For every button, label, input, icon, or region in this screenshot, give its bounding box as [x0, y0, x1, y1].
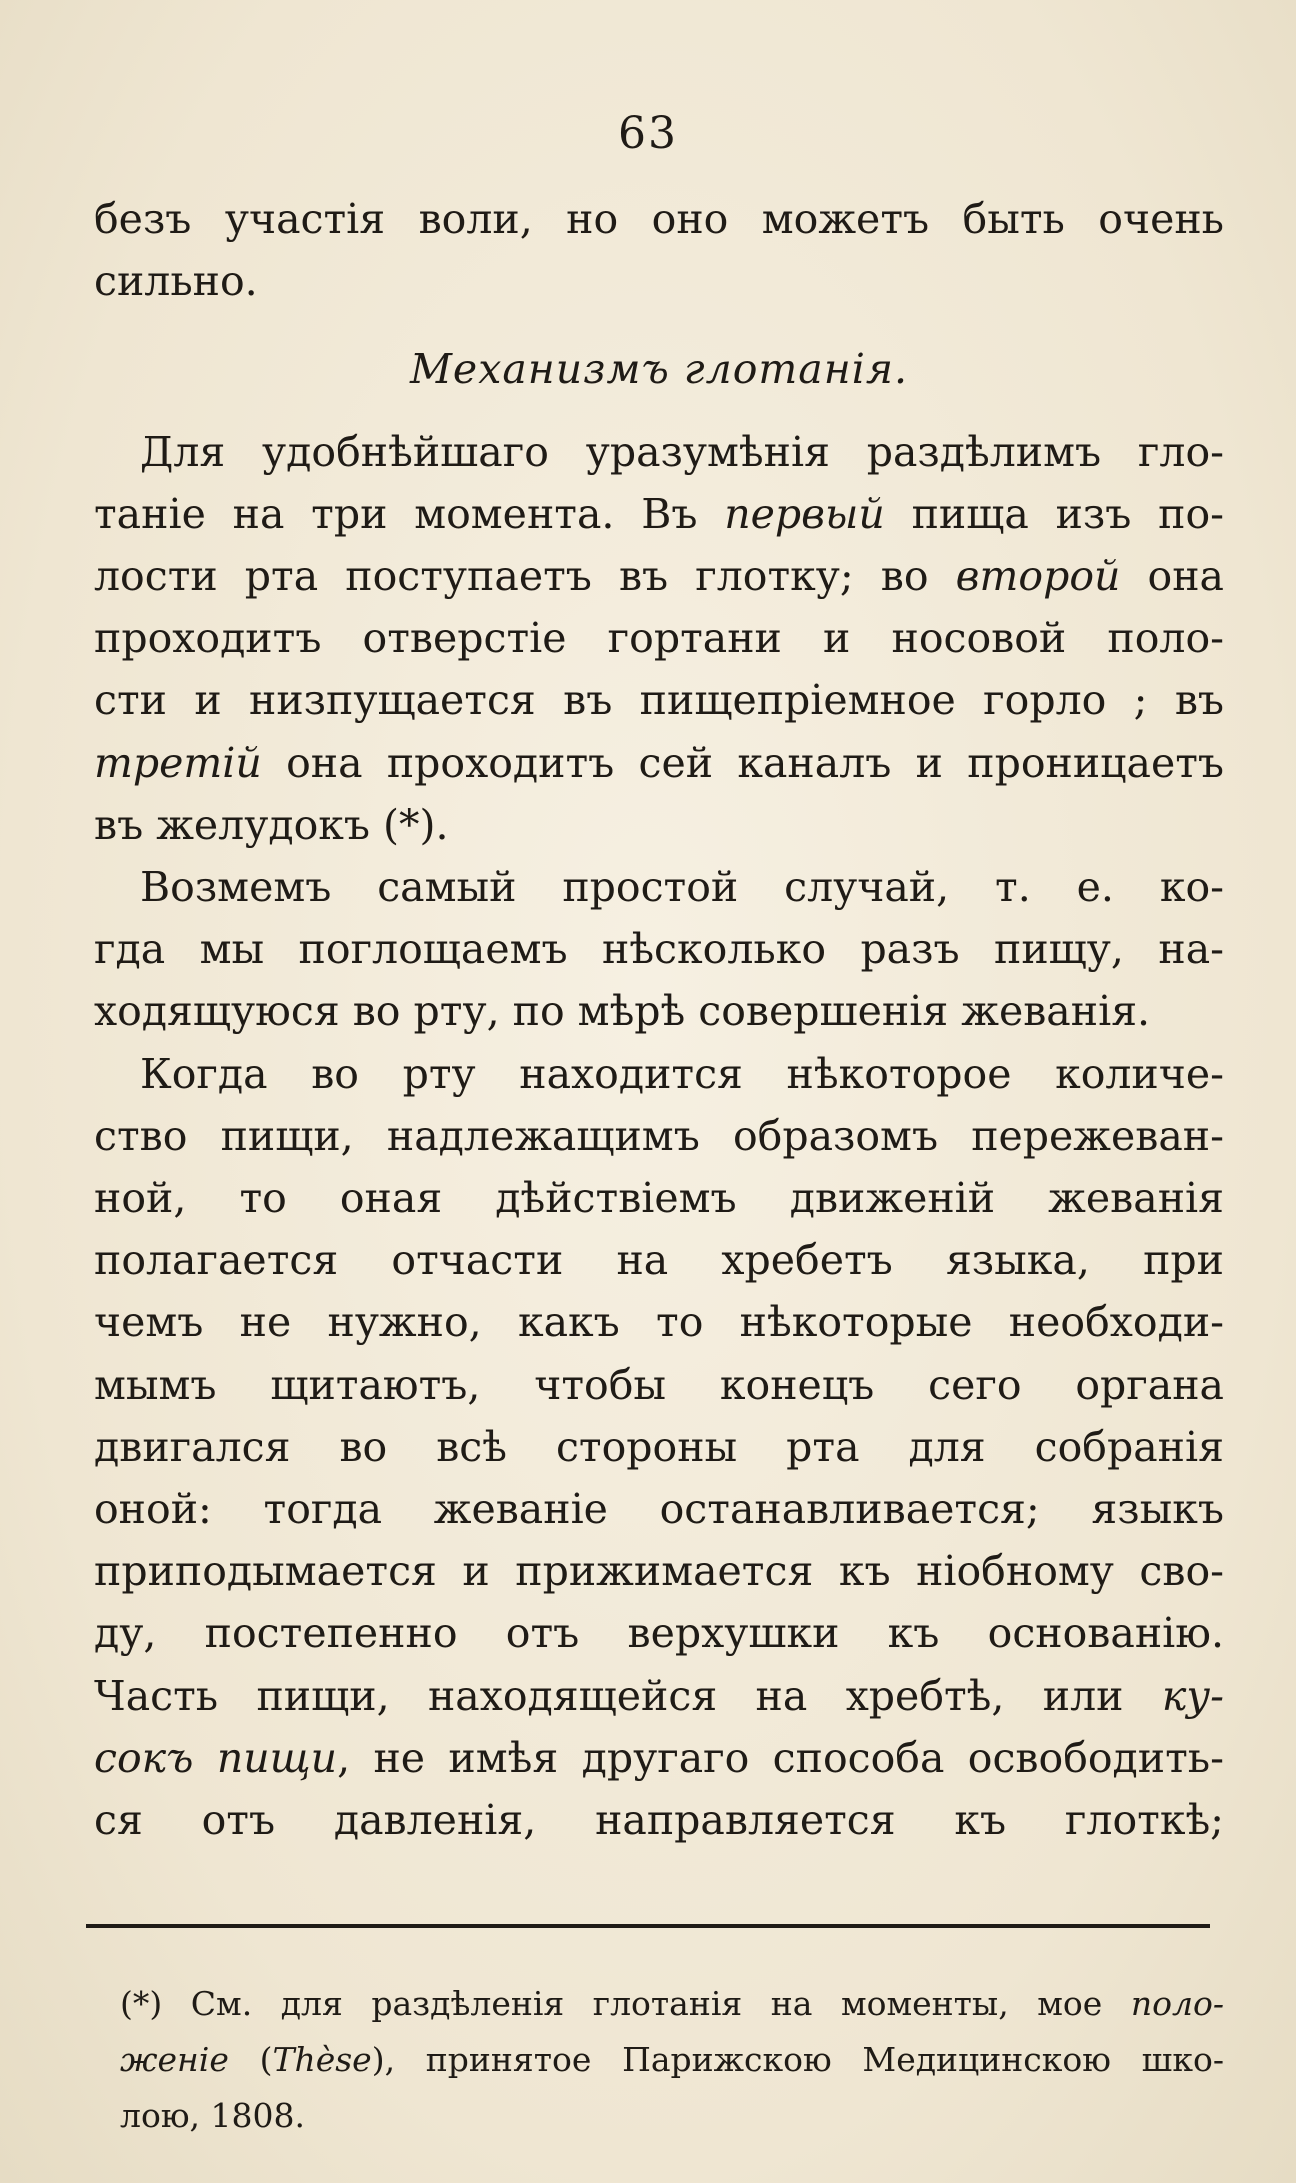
text-line: Когда во рту находится нѣкоторое количе- — [140, 1049, 1224, 1098]
footnote-line — [120, 1976, 1224, 2032]
text-line: двигался во всѣ стороны рта для собранія — [94, 1422, 1224, 1471]
text-line: проходитъ отверстіе гортани и носовой поло- — [94, 614, 1224, 663]
text-line — [94, 483, 1224, 545]
italic-run: третій — [94, 738, 262, 787]
text-line: полагается отчасти на хребетъ языка, при — [94, 1236, 1224, 1285]
text-run: она проходитъ сей каналъ и проницаетъ — [261, 738, 1224, 787]
text-line: чемъ не нужно, какъ то нѣкоторые необходи- — [94, 1298, 1224, 1347]
italic-run: второй — [955, 552, 1121, 601]
italic-run: поло- — [1130, 1984, 1224, 2023]
text-run: лости рта поступаетъ въ глотку; во — [94, 552, 956, 601]
text-line — [94, 1665, 1224, 1727]
text-run: она — [1120, 552, 1224, 601]
text-run: , не имѣя другаго способа освободить- — [337, 1733, 1224, 1782]
text-line: ной, то оная дѣйствіемъ движеній жеванія — [94, 1174, 1224, 1223]
text-line — [94, 732, 1224, 794]
footnote-line: лою, 1808. — [120, 2096, 306, 2135]
footnote-line — [120, 2032, 1224, 2088]
text-line: ство пищи, надлежащимъ образомъ пережеван- — [94, 1111, 1224, 1160]
text-run: (*) См. для раздѣленія глотанія на моменты, мое — [120, 1984, 1131, 2023]
text-run: ( — [228, 2040, 273, 2079]
text-line: гда мы поглощаемъ нѣсколько разъ пищу, на- — [94, 925, 1224, 974]
text-line — [94, 1727, 1224, 1789]
footnote — [120, 1976, 1224, 2144]
italic-run: сокъ пищи — [94, 1733, 338, 1782]
text-line: приподымается и прижимается къ ніобному сво- — [94, 1547, 1224, 1596]
footnote-divider — [86, 1924, 1210, 1928]
main-text — [94, 188, 1224, 1851]
text-line: въ желудокъ (*). — [94, 800, 449, 849]
italic-run: ку- — [1161, 1671, 1224, 1720]
text-line: ся отъ давленія, направляется къ глоткѣ; — [94, 1796, 1224, 1845]
text-line: Возмемъ самый простой случай, т. е. ко- — [140, 863, 1224, 912]
text-line: сильно. — [94, 257, 258, 306]
text-line: безъ участія воли, но оно можетъ быть очень — [94, 195, 1224, 243]
text-run: таніе на три момента. Въ — [94, 489, 725, 538]
page-number: 63 — [618, 108, 678, 159]
text-line: сти и низпущается въ пищепріемное горло ; въ — [94, 676, 1224, 725]
text-run: Часть пищи, находящейся на хребтѣ, или — [94, 1671, 1162, 1720]
text-line — [94, 545, 1224, 607]
text-run: ), принятое Парижскою Медицинскою шко- — [371, 2040, 1224, 2079]
italic-run: первый — [724, 489, 885, 538]
text-line: ду, постепенно отъ верхушки къ основанію. — [94, 1609, 1224, 1658]
italic-run: Thèse — [272, 2040, 372, 2079]
italic-run: женіе — [120, 2040, 229, 2079]
section-heading: Механизмъ глотанія. — [409, 345, 909, 394]
text-run: пища изъ по- — [884, 489, 1225, 538]
text-line: оной: тогда жеваніе останавливается; языкъ — [94, 1485, 1224, 1534]
text-line: ходящуюся во рту, по мѣрѣ совершенія жеванія. — [94, 987, 1151, 1036]
text-line: мымъ щитаютъ, чтобы конецъ сего органа — [94, 1360, 1224, 1409]
text-line: Для удобнѣйшаго уразумѣнія раздѣлимъ гло- — [140, 427, 1224, 476]
